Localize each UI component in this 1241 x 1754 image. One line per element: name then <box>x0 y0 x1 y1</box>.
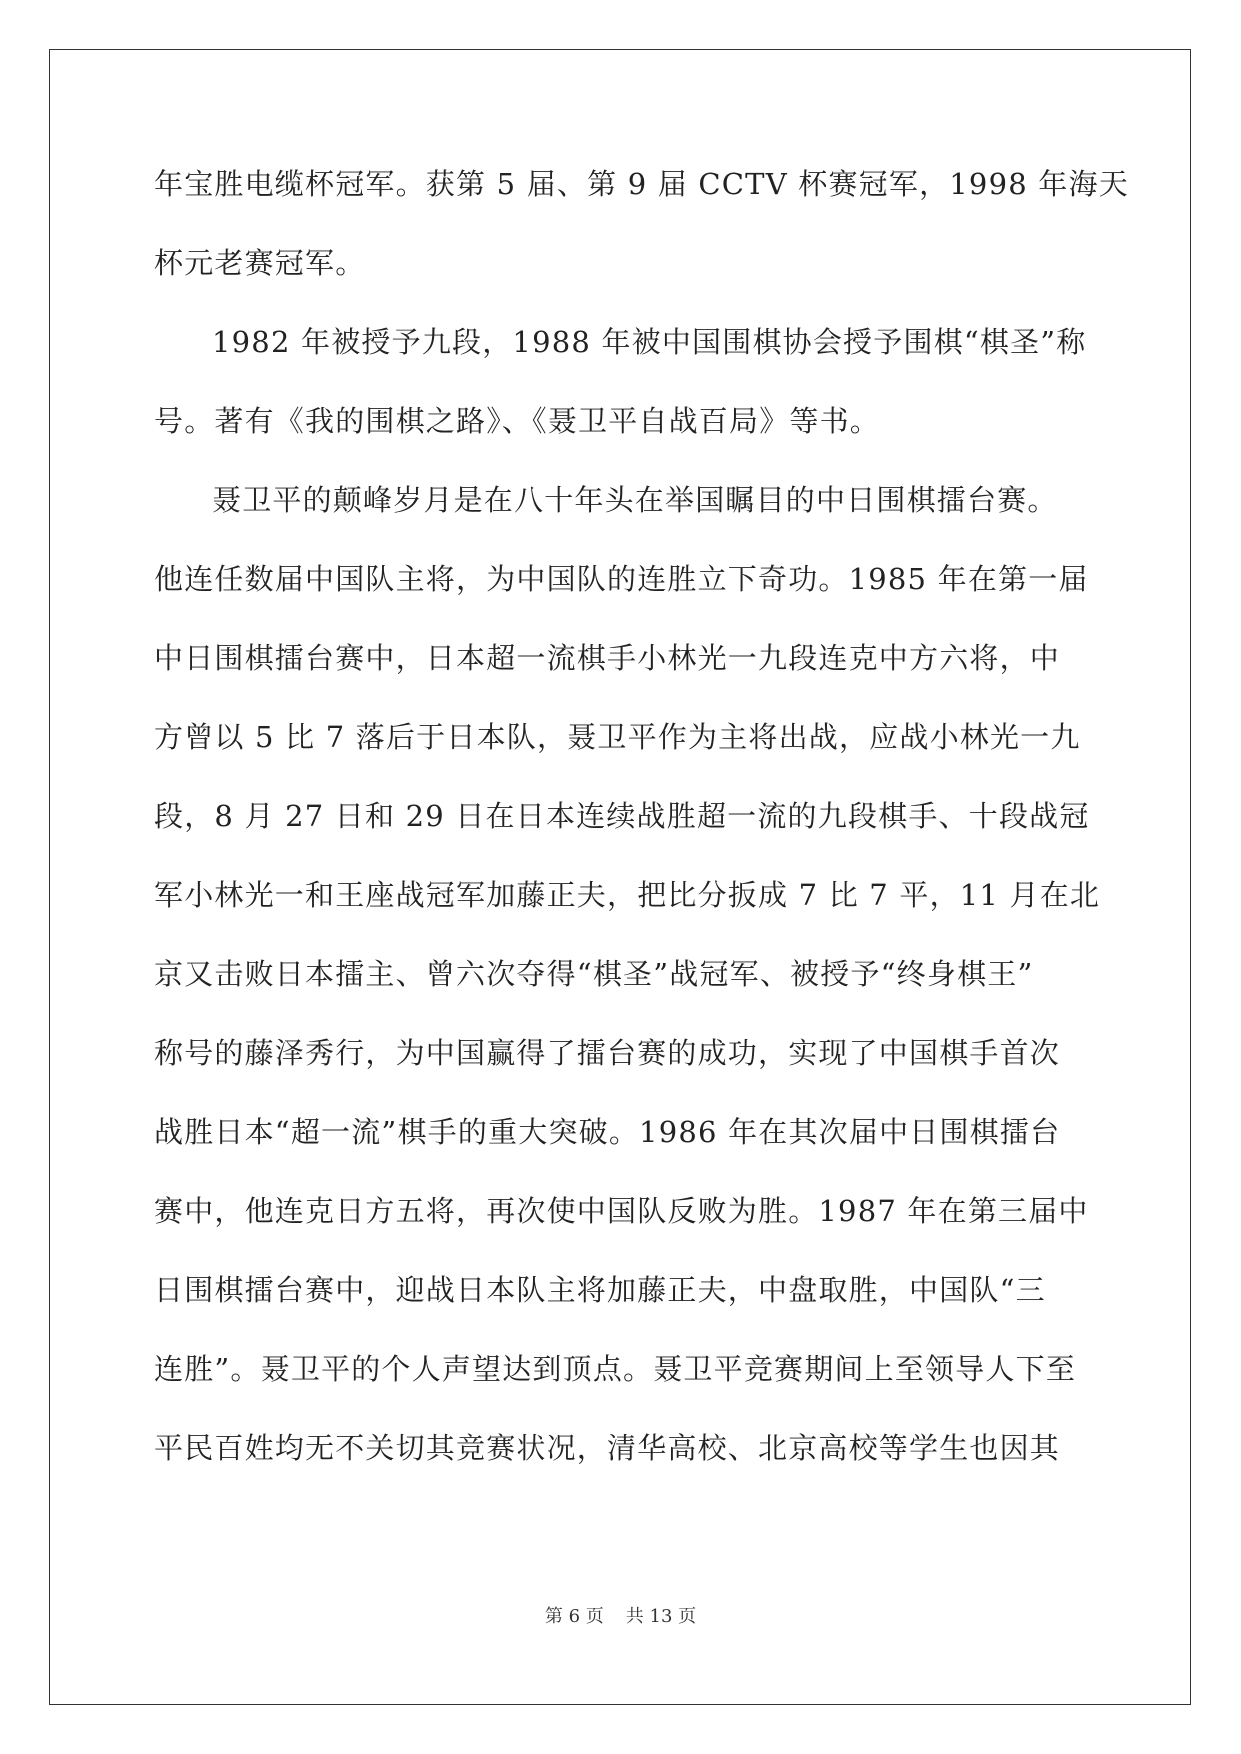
text-line: 段，8 月 27 日和 29 日在日本连续战胜超一流的九段棋手、十段战冠 <box>154 799 1090 833</box>
text-line: 连胜”。聂卫平的个人声望达到顶点。聂卫平竞赛期间上至领导人下至 <box>154 1352 1077 1386</box>
text-line: 赛中，他连克日方五将，再次使中国队反败为胜。1987 年在第三届中 <box>154 1194 1089 1228</box>
text-line: 军小林光一和王座战冠军加藤正夫，把比分扳成 7 比 7 平，11 月在北 <box>154 878 1101 912</box>
text-line: 方曾以 5 比 7 落后于日本队，聂卫平作为主将出战，应战小林光一九 <box>154 720 1081 754</box>
text-line: 号。著有《我的围棋之路》、《聂卫平自战百局》等书。 <box>154 404 881 438</box>
text-line: 中日围棋擂台赛中，日本超一流棋手小林光一九段连克中方六将，中 <box>154 641 1061 675</box>
text-line: 他连任数届中国队主将，为中国队的连胜立下奇功。1985 年在第一届 <box>154 562 1089 596</box>
text-line: 称号的藤泽秀行，为中国赢得了擂台赛的成功，实现了中国棋手首次 <box>154 1036 1061 1070</box>
text-line: 杯元老赛冠军。 <box>154 246 366 280</box>
text-line: 年宝胜电缆杯冠军。获第 5 届、第 9 届 CCTV 杯赛冠军，1998 年海天 <box>154 167 1129 201</box>
text-line: 日围棋擂台赛中，迎战日本队主将加藤正夫，中盘取胜，中国队“三 <box>154 1273 1046 1307</box>
page-number: 第 6 页 <box>544 1606 604 1627</box>
text-line: 平民百姓均无不关切其竞赛状况，清华高校、北京高校等学生也因其 <box>154 1431 1061 1465</box>
page-total: 共 13 页 <box>625 1606 697 1627</box>
page-footer <box>0 1602 1241 1628</box>
text-line: 京又击败日本擂主、曾六次夺得“棋圣”战冠军、被授予“终身棋王” <box>154 957 1034 991</box>
paragraph-start-line: 聂卫平的颠峰岁月是在八十年头在举国瞩目的中日围棋擂台赛。 <box>212 483 1058 517</box>
document-body <box>154 160 1129 1503</box>
paragraph-start-line: 1982 年被授予九段，1988 年被中国围棋协会授予围棋“棋圣”称 <box>212 325 1087 359</box>
text-line: 战胜日本“超一流”棋手的重大突破。1986 年在其次届中日围棋擂台 <box>154 1115 1061 1149</box>
